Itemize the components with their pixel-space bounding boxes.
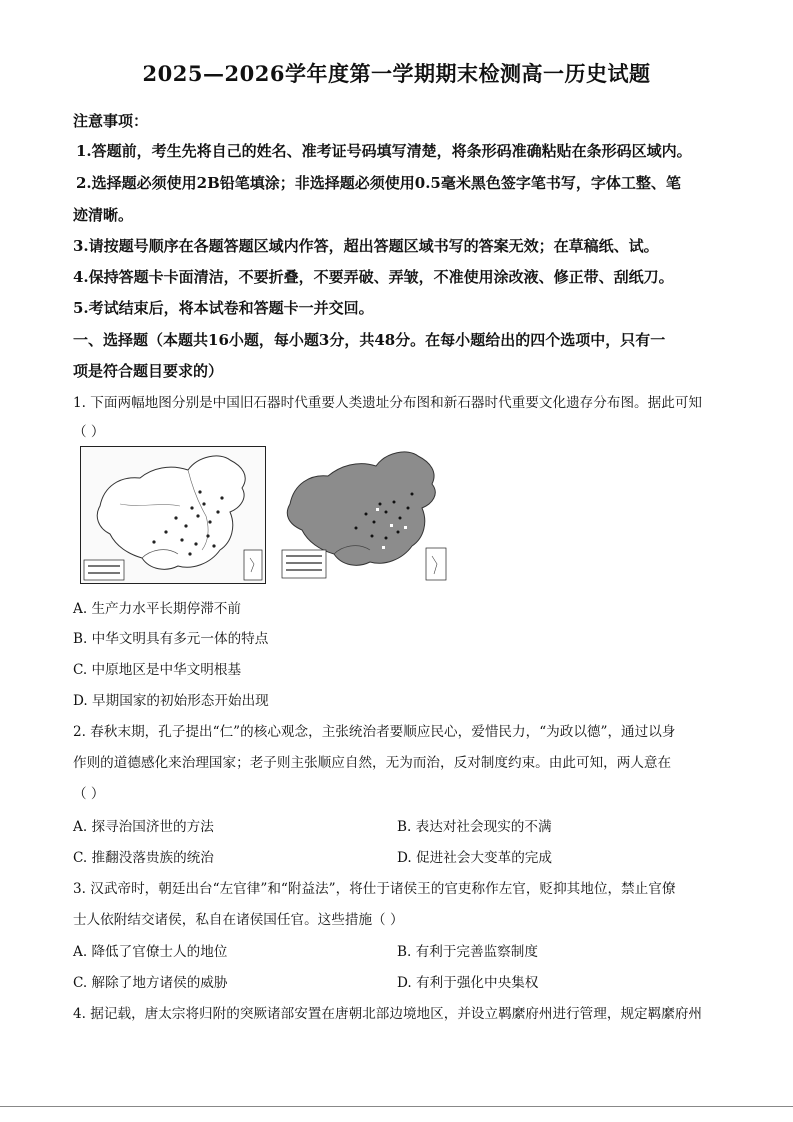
question-2-option-d[interactable]: D. 促进社会大变革的完成 <box>397 850 552 866</box>
section-heading: 一、选择题（本题共16小题，每小题3分，共48分。在每小题给出的四个选项中，只有一 <box>73 331 666 349</box>
neolithic-culture-map <box>276 446 450 584</box>
question-2-option-a[interactable]: A. 探寻治国济世的方法 <box>73 819 214 835</box>
notice-item-2-cont: 迹清晰。 <box>73 206 134 224</box>
question-3-stem-cont: 士人依附结交诸侯，私自在诸侯国任官。这些措施（ ） <box>73 912 404 928</box>
question-4-stem: 4. 据记载，唐太宗将归附的突厥诸部安置在唐朝北部边境地区，并设立羁縻府州进行管理，规定羁縻府州 <box>73 1006 703 1022</box>
section-heading-cont: 项是符合题目要求的） <box>73 362 224 380</box>
question-3-option-a[interactable]: A. 降低了官僚士人的地位 <box>73 944 228 960</box>
question-1-blank: （ ） <box>73 424 105 440</box>
question-1-option-d[interactable]: D. 早期国家的初始形态开始出现 <box>73 693 269 709</box>
question-1-option-a[interactable]: A. 生产力水平长期停滞不前 <box>73 601 241 617</box>
notice-heading: 注意事项： <box>73 112 149 130</box>
notice-item-5: 5.考试结束后，将本试卷和答题卡一并交回。 <box>73 299 374 317</box>
question-3-stem: 3. 汉武帝时，朝廷出台“左官律”和“附益法”，将仕于诸侯王的官吏称作左官，贬抑其地位，禁止官僚 <box>73 881 676 897</box>
question-3-option-d[interactable]: D. 有利于强化中央集权 <box>397 975 539 991</box>
question-2-option-b[interactable]: B. 表达对社会现实的不满 <box>397 819 552 835</box>
question-2-stem: 2. 春秋末期，孔子提出“仁”的核心观念，主张统治者要顺应民心，爱惜民力，“为政以德”，通过以身 <box>73 724 676 740</box>
paleolithic-sites-map <box>80 446 266 584</box>
question-2-option-c[interactable]: C. 推翻没落贵族的统治 <box>73 850 214 866</box>
question-2-stem-cont: 作则的道德感化来治理国家；老子则主张顺应自然，无为而治，反对制度约束。由此可知，两人意在 <box>73 755 672 771</box>
page-title: 2025—2026学年度第一学期期末检测高一历史试题 <box>142 61 651 86</box>
notice-item-1: 1.答题前，考生先将自己的姓名、准考证号码填写清楚，将条形码准确粘贴在条形码区域内。 <box>76 142 692 160</box>
notice-item-3: 3.请按题号顺序在各题答题区域内作答，超出答题区域书写的答案无效；在草稿纸、试。 <box>73 237 659 255</box>
notice-item-4: 4.保持答题卡卡面清洁，不要折叠，不要弄破、弄皱，不准使用涂改液、修正带、刮纸刀。 <box>73 268 674 286</box>
question-1-stem: 1. 下面两幅地图分别是中国旧石器时代重要人类遗址分布图和新石器时代重要文化遗存分布图。据此可知 <box>73 395 703 411</box>
notice-item-2: 2.选择题必须使用2B铅笔填涂；非选择题必须使用0.5毫米黑色签字笔书写，字体工整、笔 <box>76 174 681 192</box>
question-3-option-c[interactable]: C. 解除了地方诸侯的威胁 <box>73 975 228 991</box>
question-1-option-b[interactable]: B. 中华文明具有多元一体的特点 <box>73 631 269 647</box>
question-2-blank: （ ） <box>73 786 105 802</box>
question-1-option-c[interactable]: C. 中原地区是中华文明根基 <box>73 662 242 678</box>
page-bottom-rule <box>0 1106 793 1107</box>
question-3-option-b[interactable]: B. 有利于完善监察制度 <box>397 944 538 960</box>
